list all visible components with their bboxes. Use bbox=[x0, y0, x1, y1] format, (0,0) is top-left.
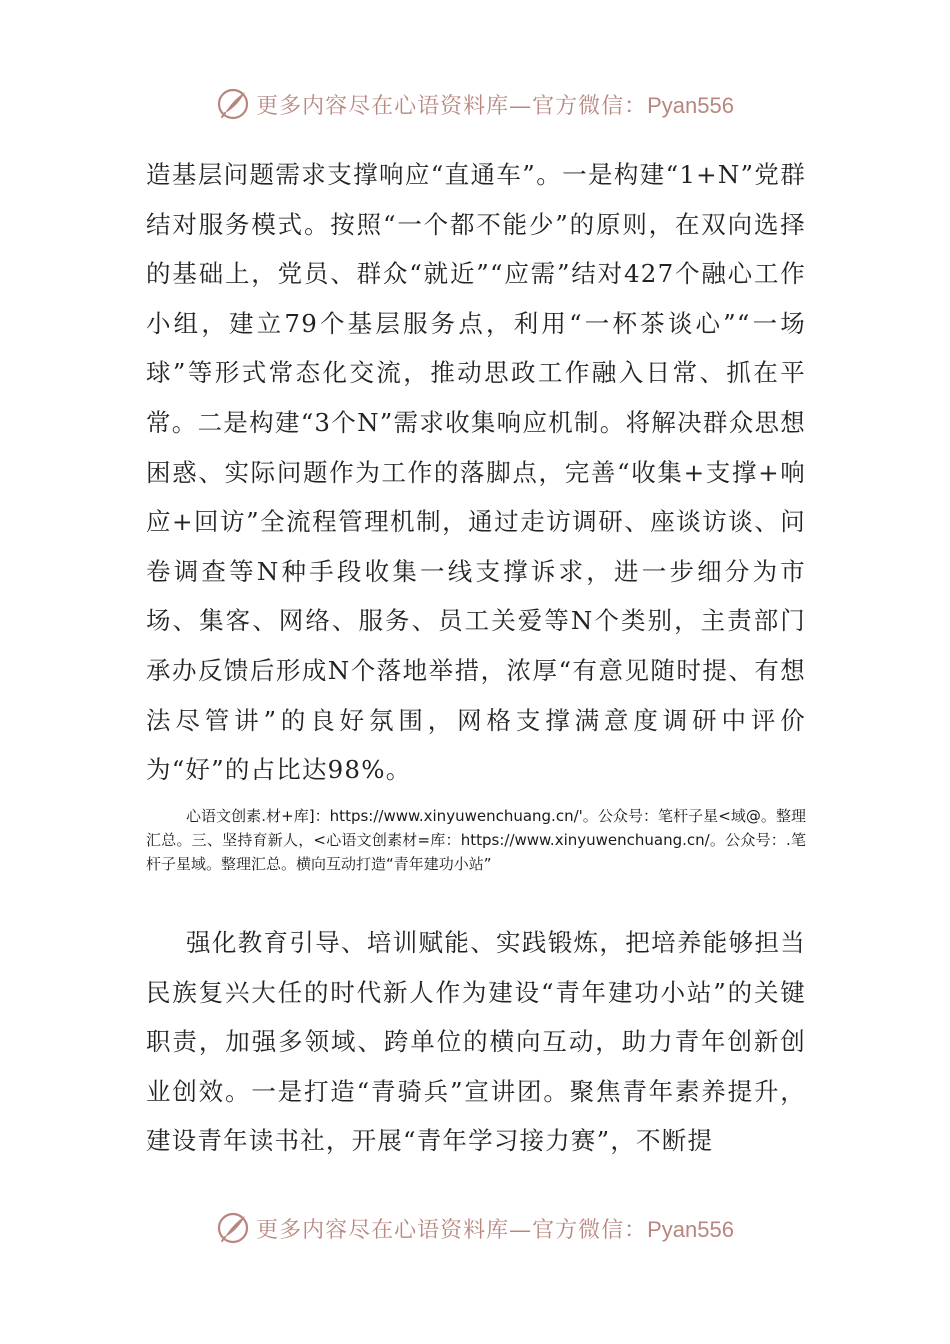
footer-banner bbox=[0, 1206, 950, 1250]
quill-logo-icon bbox=[216, 1211, 250, 1245]
wechat-id: Pyan556 bbox=[647, 92, 734, 118]
quill-logo-icon bbox=[216, 87, 250, 121]
paragraph-2: 强化教育引导、培训赋能、实践锻炼，把培养能够担当民族复兴大任的时代新人作为建设“青年建功小站”的关键职责，加强多领域、跨单位的横向互动，助力青年创新创业创效。一是打造“青骑兵”宣讲团。聚焦青年素养提升，建设青年读书社，开展“青年学习接力赛”，不断提 bbox=[146, 928, 806, 1156]
banner-label: 更多内容尽在心语资料库—官方微信： bbox=[256, 93, 648, 119]
header-banner bbox=[0, 82, 950, 126]
source-note: 心语文创素.材+库]：https://www.xinyuwenchuang.cn/'。公众号：笔杆子星<域@。整理汇总。三、坚持育新人，<心语文创素材=库：https://www.xinyuwenchuang.cn/。公众号：.笔杆子星域。整理汇总。横向互动打造“青年建功小站” bbox=[146, 807, 806, 873]
wechat-id: Pyan556 bbox=[647, 1216, 734, 1242]
banner-text bbox=[256, 89, 734, 120]
banner-label: 更多内容尽在心语资料库—官方微信： bbox=[256, 1217, 648, 1243]
banner-text bbox=[256, 1213, 734, 1244]
paragraph-1: 造基层问题需求支撑响应“直通车”。一是构建“1+N”党群结对服务模式。按照“一个都不能少”的原则，在双向选择的基础上，党员、群众“就近”“应需”结对427个融心工作小组，建立79个基层服务点，利用“一杯茶谈心”“一场球”等形式常态化交流，推动思政工作融入日常、抓在平常。二是构建“3个N”需求收集响应机制。将解决群众思想困惑、实际问题作为工作的落脚点，完善“收集+支撑+响应+回访”全流程管理机制，通过走访调研、座谈访谈、问卷调查等N种手段收集一线支撑诉求，进一步细分为市场、集客、网络、服务、员工关爱等N个类别，主责部门承办反馈后形成N个落地举措，浓厚“有意见随时提、有想法尽管讲”的良好氛围，网格支撑满意度调研中评价为“好”的占比达98%。 bbox=[146, 160, 806, 785]
